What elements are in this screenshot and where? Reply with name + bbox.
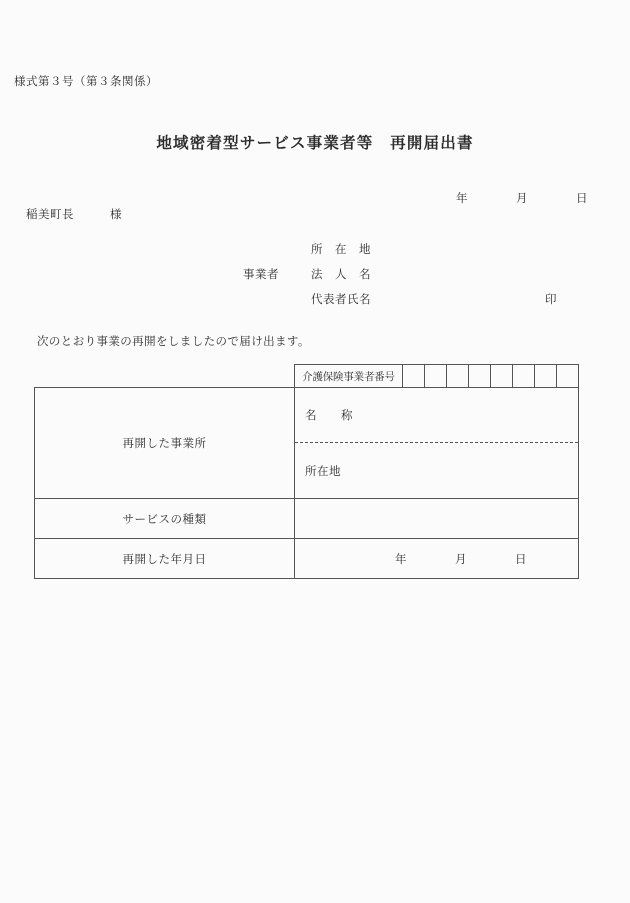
statement-text: 次のとおり事業の再開をしましたので届け出ます。 [37,336,310,348]
reopened-office-value [295,388,578,498]
reopen-date-placeholder: 年 月 日 [395,553,527,566]
applicant-address-label: 所 在 地 [311,244,371,256]
provider-number-digit[interactable] [513,364,535,388]
table-row [35,388,578,498]
applicant-corporate-name-label: 法 人 名 [311,269,371,281]
reopened-office-label: 再開した事業所 [35,388,295,498]
provider-number-digit[interactable] [447,364,469,388]
table-body [34,388,579,579]
table-row [35,538,578,578]
service-type-label: サービスの種類 [35,499,295,538]
table-row [35,498,578,538]
applicant-address-row [243,238,583,263]
provider-number-label: 介護保険事業者番号 [294,364,403,388]
applicant-block [243,238,583,313]
applicant-corporate-name-row [243,263,583,288]
submission-date-line: 年 月 日 [456,193,588,205]
table-top-rule [34,387,295,388]
reopen-date-label: 再開した年月日 [35,539,295,578]
provider-number-digit[interactable] [535,364,557,388]
provider-number-strip [294,364,579,388]
page-title: 地域密着型サービス事業者等 再開届出書 [156,135,474,152]
provider-number-digit[interactable] [425,364,447,388]
provider-number-digit[interactable] [491,364,513,388]
reopen-date-value[interactable] [295,539,578,578]
form-number: 様式第３号（第３条関係） [14,76,158,88]
seal-mark: 印 [545,294,557,306]
office-name-field[interactable] [295,388,578,443]
office-address-label: 所在地 [305,465,341,478]
provider-number-digit[interactable] [557,364,579,388]
form-table [34,364,579,579]
provider-number-digit[interactable] [403,364,425,388]
service-type-value[interactable] [295,499,578,538]
addressee: 稲美町長 様 [26,209,122,221]
office-address-field[interactable] [295,443,578,498]
applicant-group-label: 事業者 [243,269,279,281]
applicant-representative-label: 代表者氏名 [311,294,371,306]
office-name-label: 名 称 [305,410,353,422]
provider-number-digit[interactable] [469,364,491,388]
applicant-representative-row [243,288,583,313]
